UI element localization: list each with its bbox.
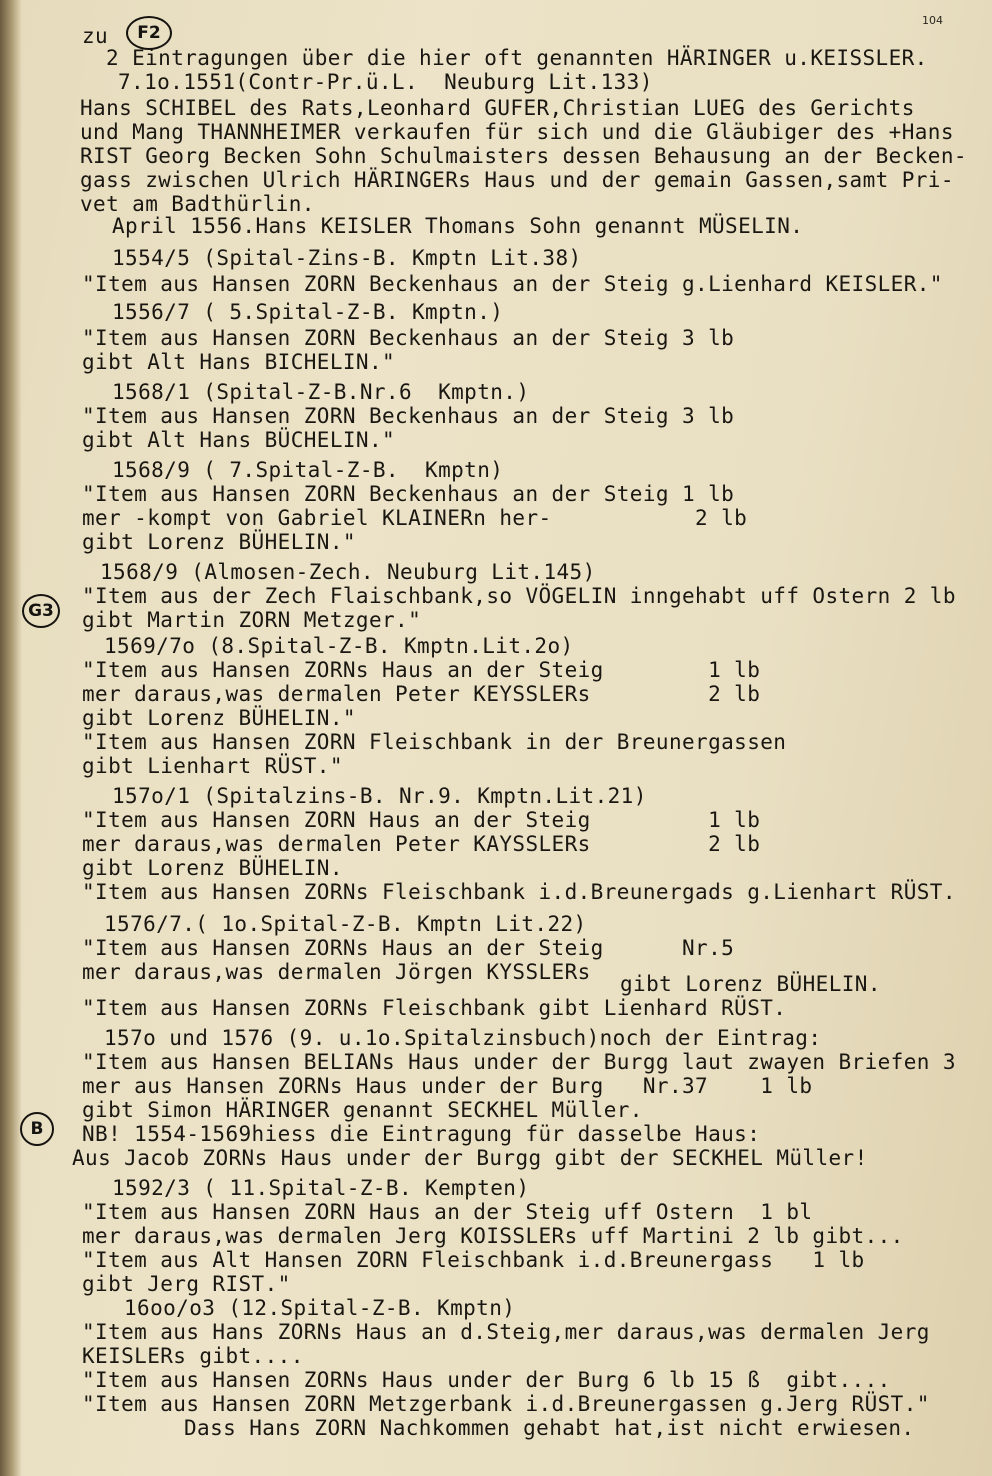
text-line: Aus Jacob ZORNs Haus under der Burgg gibt der SECKHEL Müller! [72, 1146, 868, 1170]
text-line: gibt Alt Hans BICHELIN." [82, 350, 396, 374]
text-line: "Item aus Hansen ZORNs Haus an der Steig 1 lb [82, 658, 761, 682]
text-line: 1568/9 (Almosen-Zech. Neuburg Lit.145) [100, 560, 596, 584]
text-line: gass zwischen Ulrich HÄRINGERs Haus und der gemain Gassen,samt Pri- [80, 168, 954, 192]
text-line: "Item aus Hansen ZORN Haus an der Steig 1 lb [82, 808, 761, 832]
text-line: mer -kompt von Gabriel KLAINERn her- 2 lb [82, 506, 748, 530]
text-line: 157o/1 (Spitalzins-B. Nr.9. Kmptn.Lit.21) [112, 784, 647, 808]
text-line: RIST Georg Becken Sohn Schulmaisters dessen Behausung an der Becken- [80, 144, 967, 168]
text-line: 1576/7.( 1o.Spital-Z-B. Kmptn Lit.22) [104, 912, 587, 936]
text-line: "Item aus Hans ZORNs Haus an d.Steig,mer daraus,was dermalen Jerg [82, 1320, 930, 1344]
text-line: "Item aus Hansen ZORNs Haus an der Steig Nr.5 [82, 936, 735, 960]
text-line: NB! 1554-1569hiess die Eintragung für dasselbe Haus: [82, 1122, 761, 1146]
text-line: 1569/7o (8.Spital-Z-B. Kmptn.Lit.2o) [104, 634, 574, 658]
text-line: gibt Martin ZORN Metzger." [82, 608, 422, 632]
text-line: "Item aus Hansen ZORN Beckenhaus an der Steig 3 lb [82, 326, 735, 350]
text-line: mer daraus,was dermalen Peter KEYSSLERs 2 lb [82, 682, 761, 706]
circled-mark-b: B [20, 1112, 54, 1146]
text-line: mer daraus,was dermalen Jörgen KYSSLERs [82, 960, 591, 984]
page-number: 104 [922, 14, 943, 27]
text-line: "Item aus Hansen BELIANs Haus under der Burgg laut zwayen Briefen 3 [82, 1050, 956, 1074]
text-line: "Item aus Hansen ZORN Metzgerbank i.d.Breunergassen g.Jerg RÜST." [82, 1392, 930, 1416]
text-line: mer daraus,was dermalen Jerg KOISSLERs uff Martini 2 lb gibt... [82, 1224, 904, 1248]
text-line: vet am Badthürlin. [80, 192, 315, 216]
circled-mark-g3: G3 [22, 594, 60, 628]
text-line: Dass Hans ZORN Nachkommen gehabt hat,ist nicht erwiesen. [184, 1416, 915, 1440]
text-line: "Item aus Hansen ZORN Beckenhaus an der Steig 1 lb [82, 482, 735, 506]
text-line: KEISLERs gibt.... [82, 1344, 304, 1368]
text-line: "Item aus Hansen ZORNs Fleischbank i.d.Breunergads g.Lienhart RÜST. [82, 880, 956, 904]
text-line: gibt Jerg RIST." [82, 1272, 291, 1296]
text-line: gibt Lorenz BÜHELIN. [82, 856, 343, 880]
text-line: "Item aus Hansen ZORN Haus an der Steig uff Ostern 1 bl [82, 1200, 813, 1224]
text-line: "Item aus der Zech Flaischbank,so VÖGELIN inngehabt uff Ostern 2 lb [82, 584, 956, 608]
text-line: mer aus Hansen ZORNs Haus under der Burg Nr.37 1 lb [82, 1074, 813, 1098]
page-binding-shadow [0, 0, 22, 1476]
circled-mark-f2: F2 [126, 16, 172, 50]
text-line: gibt Lorenz BÜHELIN." [82, 530, 356, 554]
text-line: 1554/5 (Spital-Zins-B. Kmptn Lit.38) [112, 246, 582, 270]
text-line: 2 Eintragungen über die hier oft genannten HÄRINGER u.KEISSLER. [106, 46, 928, 70]
text-line: Hans SCHIBEL des Rats,Leonhard GUFER,Christian LUEG des Gerichts [80, 96, 915, 120]
header-prefix: zu [82, 24, 109, 48]
text-line: "Item aus Hansen ZORN Beckenhaus an der Steig g.Lienhard KEISLER." [82, 272, 943, 296]
text-line: 1592/3 ( 11.Spital-Z-B. Kempten) [112, 1176, 530, 1200]
text-line: gibt Alt Hans BÜCHELIN." [82, 428, 396, 452]
text-line: und Mang THANNHEIMER verkaufen für sich und die Gläubiger des +Hans [80, 120, 954, 144]
text-line: "Item aus Hansen ZORN Fleischbank in der Breunergassen [82, 730, 787, 754]
text-line: "Item aus Hansen ZORNs Haus under der Burg 6 lb 15 ß gibt.... [82, 1368, 891, 1392]
text-line: 157o und 1576 (9. u.1o.Spitalzinsbuch)noch der Eintrag: [104, 1026, 822, 1050]
text-line: "Item aus Alt Hansen ZORN Fleischbank i.d.Breunergass 1 lb [82, 1248, 865, 1272]
text-line: gibt Lorenz BÜHELIN. [620, 972, 881, 996]
text-line: "Item aus Hansen ZORNs Fleischbank gibt Lienhard RÜST. [82, 996, 787, 1020]
text-line: mer daraus,was dermalen Peter KAYSSLERs 2 lb [82, 832, 761, 856]
text-line: 1568/9 ( 7.Spital-Z-B. Kmptn) [112, 458, 504, 482]
text-line: 1556/7 ( 5.Spital-Z-B. Kmptn.) [112, 300, 504, 324]
text-line: 7.1o.1551(Contr-Pr.ü.L. Neuburg Lit.133) [118, 70, 653, 94]
text-line: gibt Lienhart RÜST." [82, 754, 343, 778]
text-line: gibt Simon HÄRINGER genannt SECKHEL Müller. [82, 1098, 643, 1122]
text-line: 16oo/o3 (12.Spital-Z-B. Kmptn) [124, 1296, 516, 1320]
text-line: 1568/1 (Spital-Z-B.Nr.6 Kmptn.) [112, 380, 530, 404]
text-line: gibt Lorenz BÜHELIN." [82, 706, 356, 730]
text-line: "Item aus Hansen ZORN Beckenhaus an der Steig 3 lb [82, 404, 735, 428]
text-line: April 1556.Hans KEISLER Thomans Sohn genannt MÜSELIN. [112, 214, 804, 238]
